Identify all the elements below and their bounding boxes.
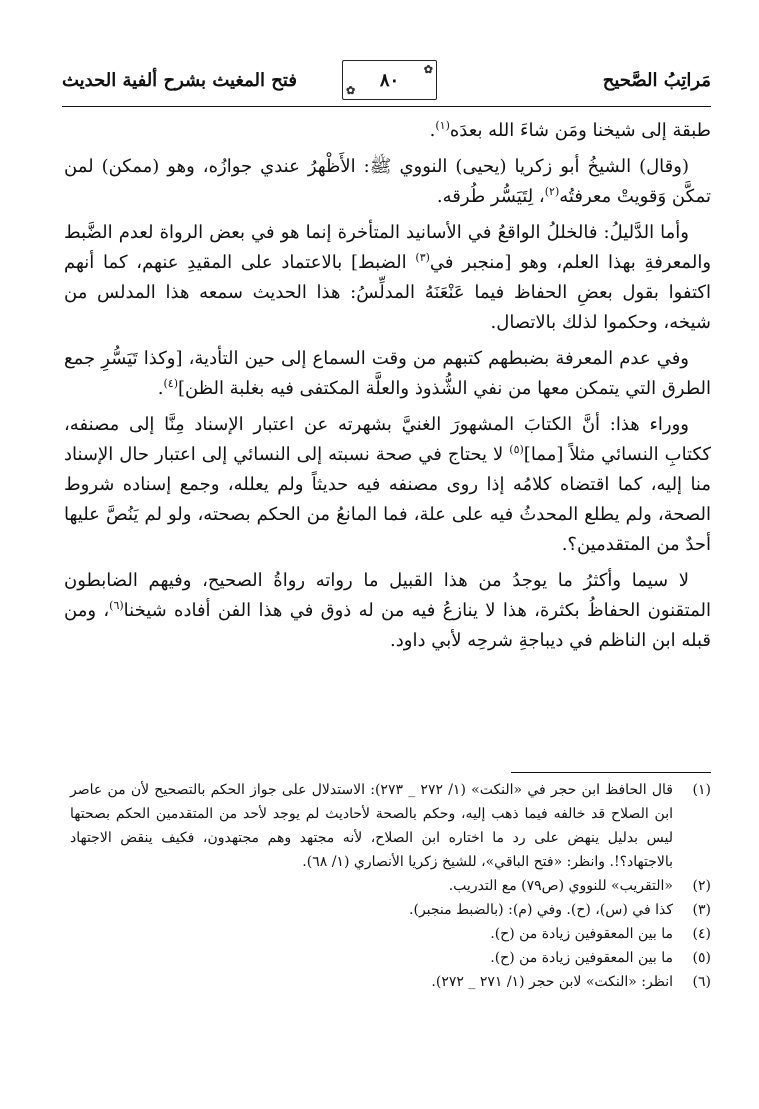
paragraph: لا سيما وأكثرُ ما يوجدُ من هذا القبيل ما رواته رواةُ الصحيح، وفيهم الضابطون المتقنون الحفاظُ بكثرة، هذا لا ينازعُ فيه من له ذوق في هذا الفن أفاده شيخنا$^{(٦)}$، ومن قبله ابن الناظم في ديباجةِ شرحِه لأبي داود. xyxy=(64,570,711,651)
footnote-number: (١) xyxy=(692,782,711,798)
paragraph: ووراء هذا: أنَّ الكتابَ المشهورَ الغنيَّ بشهرته عن اعتبار الإسناد مِنَّا إلى مصنفه، ككتابِ النسائي مثلاً [مما]$^{(٥)}$ لا يحتاج في صحة نسبته إلى النسائي إلى اعتبار حال الإسناد منا إليه، كما اقتضاه كلامُه إذا روى مصنفه فيه حديثاً ولم يعلله، وجمع إسناده شروط الصحة، ولم يطلع المحدثُ فيه على علة، فما المانعُ من الحكم بصحته، ولو لم يَنُصَّ عليها أحدٌ من المتقدمين؟. xyxy=(64,414,712,555)
header-divider xyxy=(62,106,711,107)
paragraph: وفي عدم المعرفة بضبطهم كتبهم من وقت السماع إلى حين التأدية، [وكذا تَيَسُّرِ جمع الطرق التي يتمكن معها من نفي الشُّذوذ والعلَّة المكتفى فيه بغلبة الظن]$^{(٤)}$. xyxy=(64,348,711,399)
footnote xyxy=(70,946,711,970)
running-header xyxy=(62,60,711,106)
page-number-ornament xyxy=(342,60,437,100)
footnote-ref: (٦) xyxy=(109,599,124,612)
footnote-ref: (٣) xyxy=(415,251,430,264)
footnotes xyxy=(70,778,711,994)
paragraph: (وقال) الشيخُ أبو زكريا (يحيى) النووي ﷺ: الأَظْهرُ عندي جوازُه، وهو (ممكن) لمن تمكَّن وَقويتْ معرفتُه$^{(٢)}$، لِتَيَسُّر طُرقه. xyxy=(64,156,711,207)
footnote-ref: (٤) xyxy=(163,377,178,390)
footnote-number: (٦) xyxy=(692,974,711,990)
footnote-ref: (٥) xyxy=(509,443,524,456)
book-title: فتح المغيث بشرح ألفية الحديث xyxy=(62,70,297,91)
chapter-title: مَراتِبُ الصَّحيح xyxy=(602,70,711,91)
footnote-number: (٤) xyxy=(692,926,711,942)
footnote-text: كذا في (س)، (ح). وفي (م): (بالضبط منجبر). xyxy=(409,902,673,918)
footnote-text: «التقريب» للنووي (ص٧٩) مع التدريب. xyxy=(448,878,673,894)
footnote xyxy=(70,922,711,946)
paragraph: طبقة إلى شيخنا ومَن شاءَ الله بعدَه$^{(١)}$. xyxy=(429,119,711,141)
footnote-text: انظر: «النكت» لابن حجر (١/ ٢٧١ _ ٢٧٢). xyxy=(431,974,673,990)
footnote xyxy=(70,898,711,922)
paragraph: وأما الدَّليلُ: فالخللُ الواقعُ في الأسانيد المتأخرة إنما هو في بعض الرواة لعدم الضَّبط والمعرفةِ بهذا العلم، وهو [منجبر في$^{(٣)}$ الضبط] بالاعتماد على المقيدِ عنهم، كما أنهم اكتفوا بقول بعضِ الحفاظ فيما عَنْعَنَهُ المدلِّسُ: هذا الحديث سمعه هذا المدلس من شيخه، وحكموا لذلك بالاتصال. xyxy=(64,222,712,333)
footnote-divider xyxy=(511,772,711,773)
footnote-text: ما بين المعقوفين زيادة من (ح). xyxy=(490,926,673,942)
footnote xyxy=(70,970,711,994)
footnote-text: قال الحافظ ابن حجر في «النكت» (١/ ٢٧٢ _ ٢٧٣): الاستدلال على جواز الحكم بالتصحيح لأن من عاصر ابن الصلاح قد خالفه فيما ذهب إليه، وحكم بالصحة لأحاديث لم يوجد لأحد من المتقدمين الحكم بصحتها ليس بدليل ينهض على رد ما اختاره ابن الصلاح، لأنه مجتهد وهم مجتهدون، فكيف ينقض الاجتهاد بالاجتهاد؟!. وانظر: «فتح الباقي»، للشيخ زكريا الأنصاري (١/ ٦٨). xyxy=(70,782,673,870)
main-text xyxy=(64,116,711,662)
footnote xyxy=(70,778,711,874)
footnote xyxy=(70,874,711,898)
footnote-ref: (١) xyxy=(435,119,450,132)
footnote-number: (٢) xyxy=(692,878,711,894)
page-number: ✿ ٨٠ xyxy=(379,69,400,91)
footnote-ref: (٢) xyxy=(544,185,560,198)
footnote-number: (٣) xyxy=(692,902,711,918)
footnote-text: ما بين المعقوفين زيادة من (ح). xyxy=(490,950,673,966)
footnote-number: (٥) xyxy=(692,950,711,966)
